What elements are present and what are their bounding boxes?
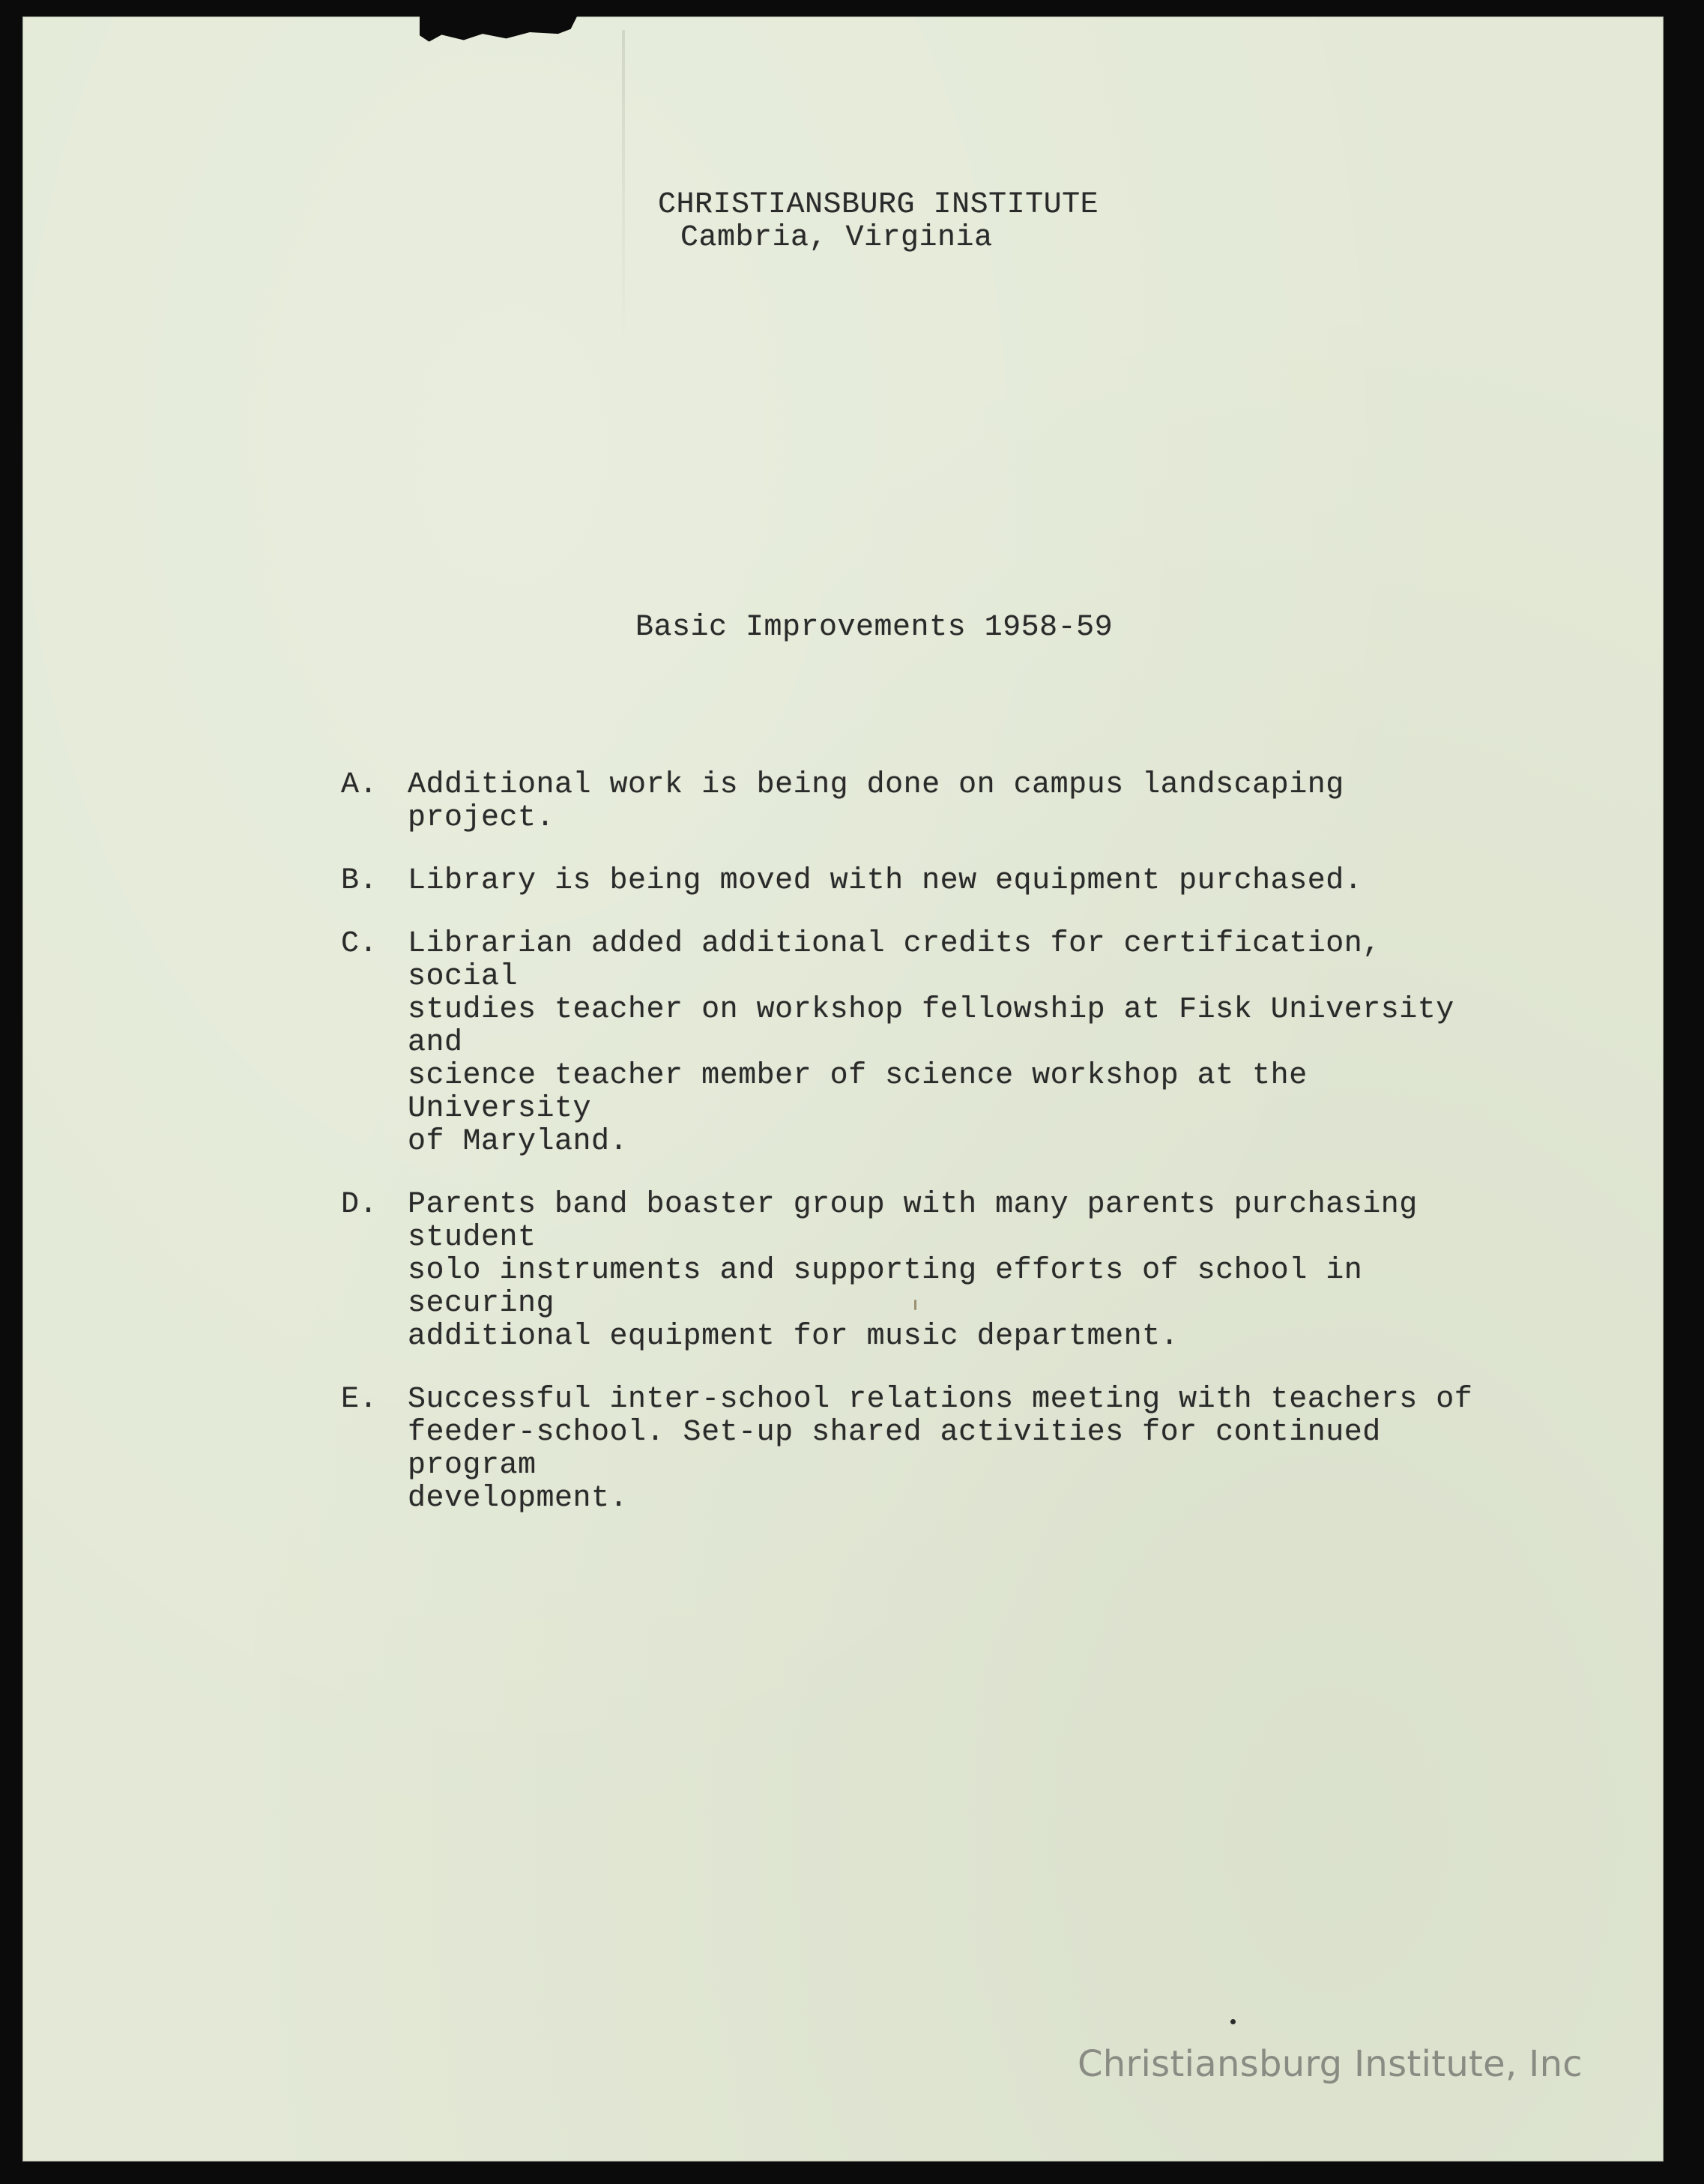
item-letter: D. xyxy=(341,1188,378,1222)
item-letter: E. xyxy=(341,1383,378,1417)
list-item xyxy=(341,769,1480,835)
torn-edge xyxy=(420,16,577,48)
item-text: Successful inter-school relations meeting with teachers of feeder-school. Set-up shared activities for continued program development. xyxy=(408,1383,1473,1515)
page-title: Basic Improvements 1958-59 xyxy=(635,611,1114,645)
watermark: Christiansburg Institute, Inc xyxy=(1077,2043,1583,2085)
item-letter: A. xyxy=(341,768,378,802)
list-item xyxy=(341,1189,1480,1354)
ink-speck xyxy=(914,1300,916,1310)
ink-speck xyxy=(1230,2019,1236,2024)
paper-crease xyxy=(622,30,625,345)
list-item xyxy=(341,1384,1480,1515)
item-text: Parents band boaster group with many parents purchasing student solo instruments and supporting efforts of school in securing additional equipment for music department. xyxy=(408,1188,1418,1354)
item-letter: C. xyxy=(341,927,378,961)
institution-location: Cambria, Virginia xyxy=(680,221,993,255)
item-text: Additional work is being done on campus landscaping project. xyxy=(408,768,1344,835)
list-item xyxy=(341,928,1480,1159)
item-text: Library is being moved with new equipment purchased. xyxy=(408,864,1363,898)
institution-name: CHRISTIANSBURG INSTITUTE xyxy=(658,188,1099,222)
document-page xyxy=(22,16,1664,2162)
letterhead xyxy=(658,189,1099,255)
item-text: Librarian added additional credits for certification, social studies teacher on workshop fellowship at Fisk University and science teacher member of science workshop at the University of Maryland. xyxy=(408,927,1454,1159)
improvement-list xyxy=(341,769,1480,1545)
list-item xyxy=(341,865,1480,898)
item-letter: B. xyxy=(341,864,378,898)
